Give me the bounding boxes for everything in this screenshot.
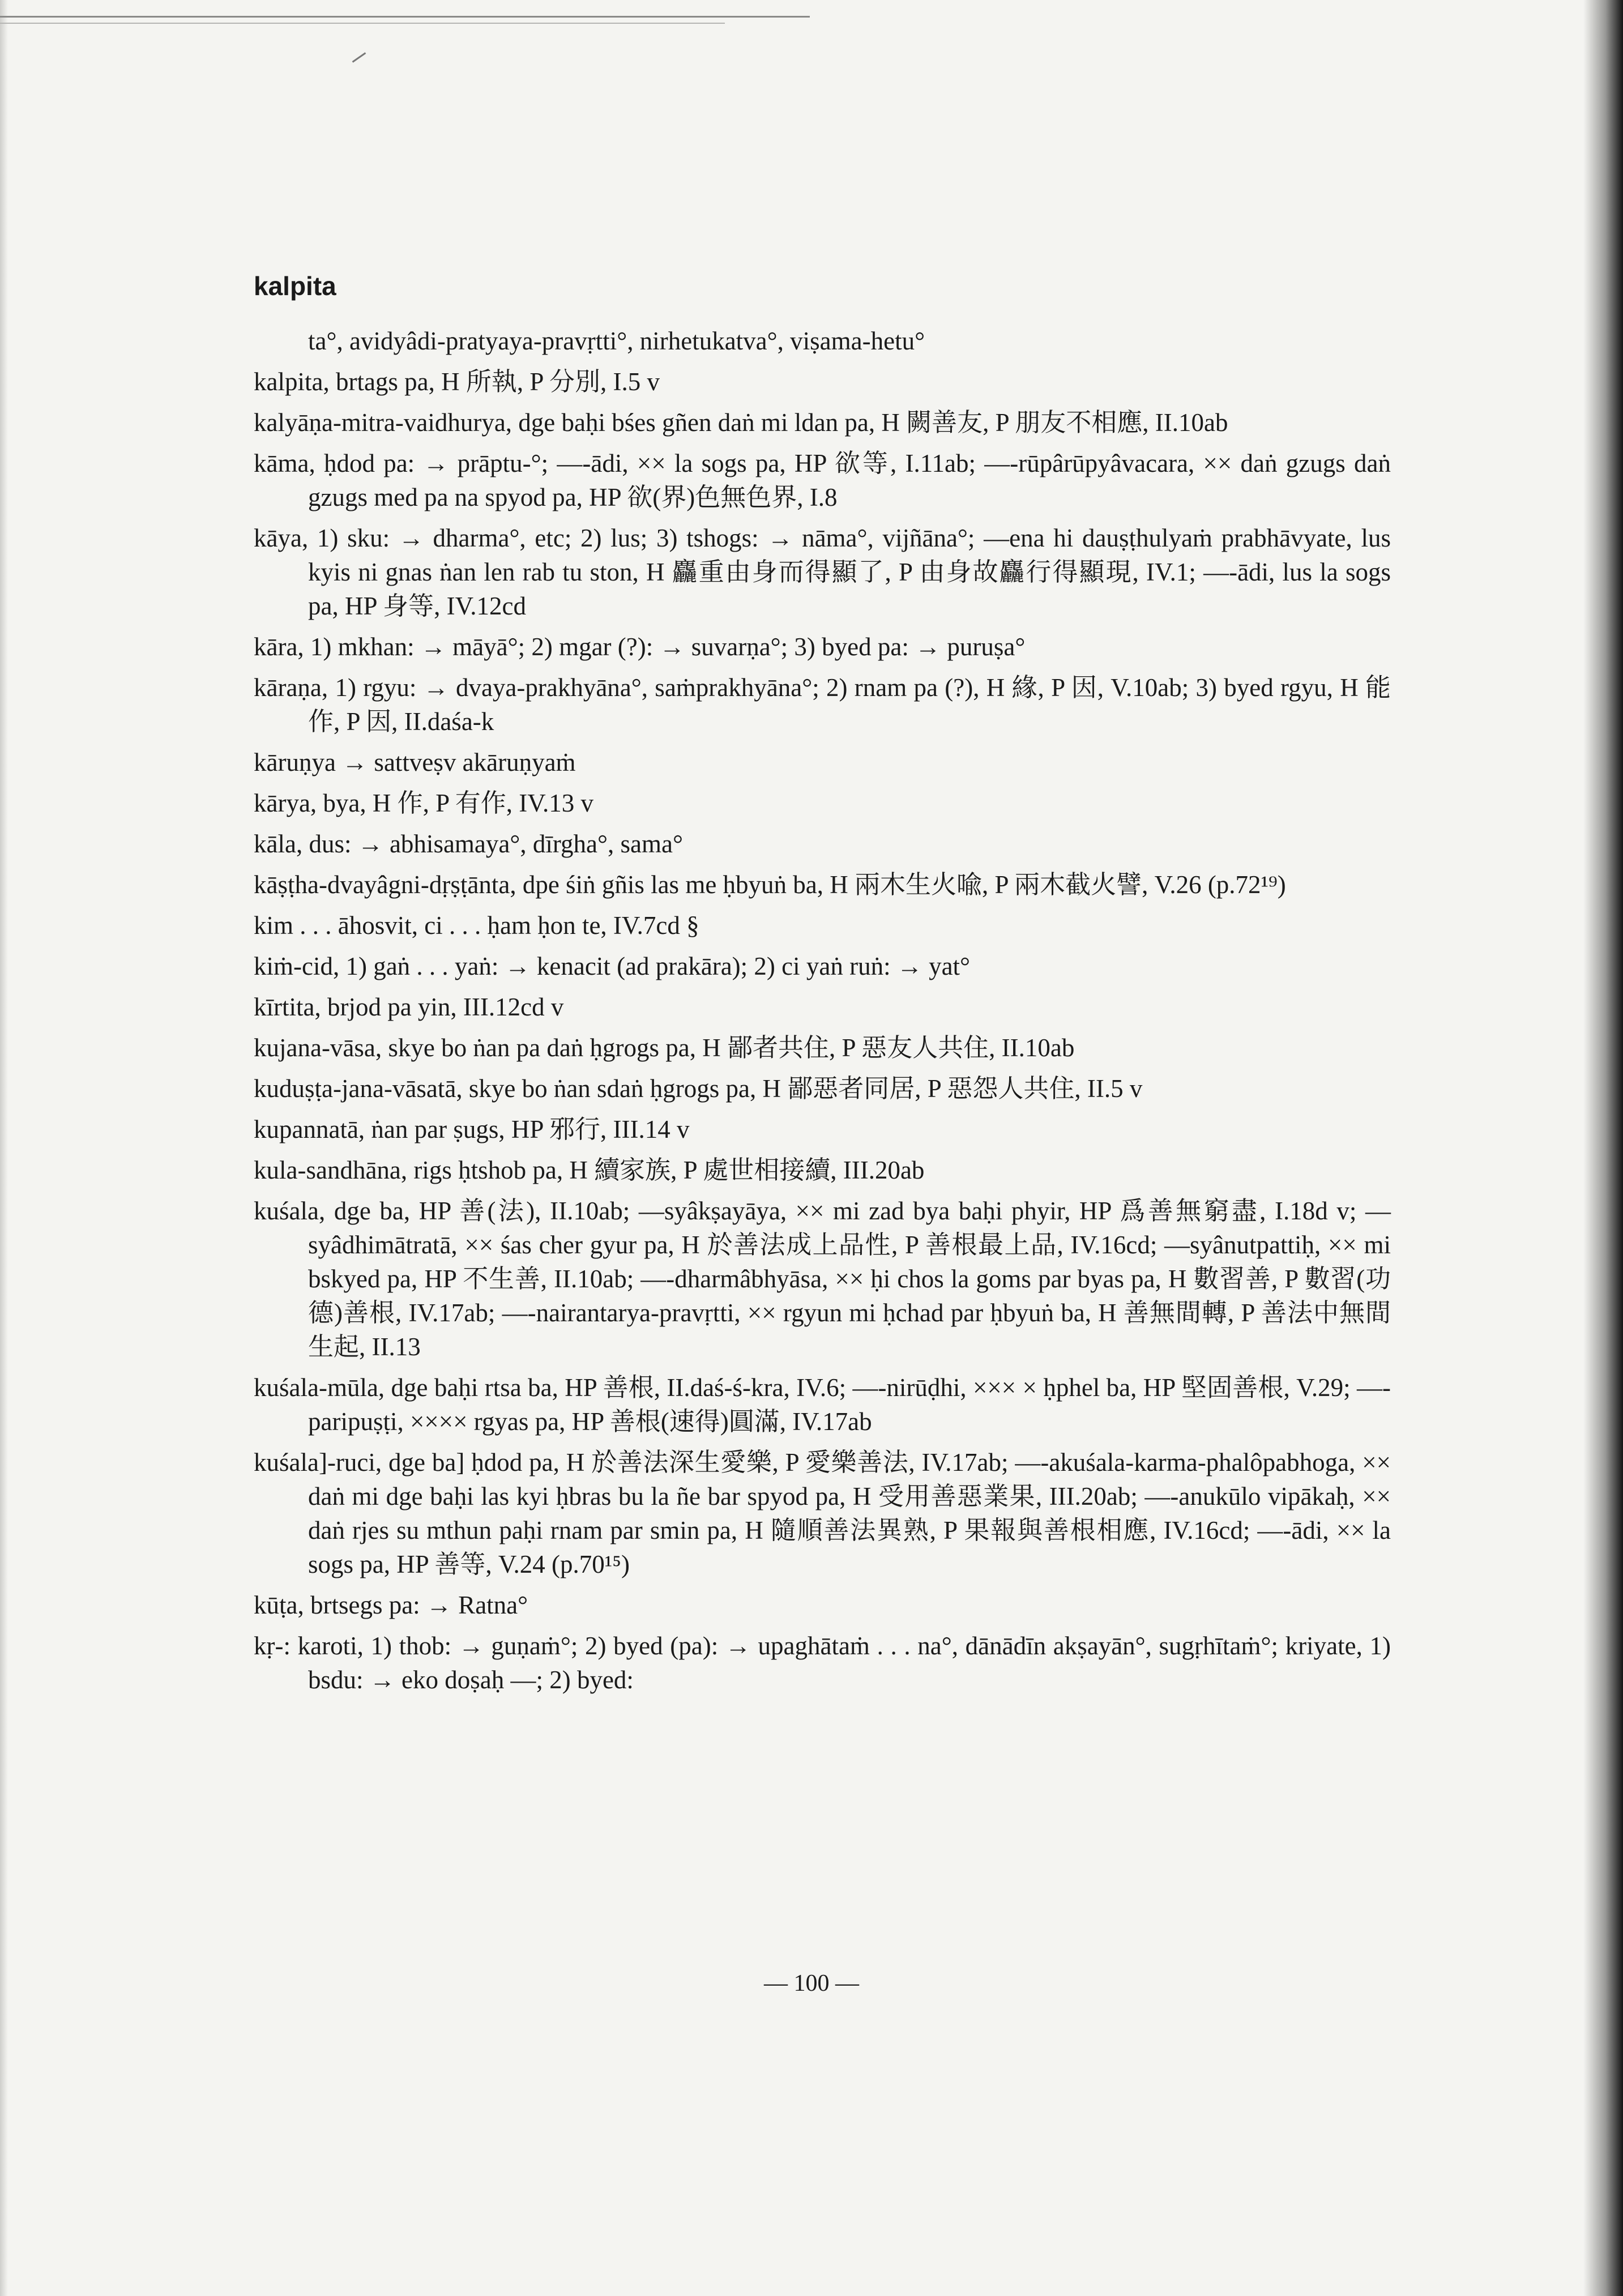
dictionary-entry: kuśala, dge ba, HP 善(法), II.10ab; —syâkṣayāya, ×× mi zad bya baḥi phyir, HP 爲善無窮盡, I.18d v; —syâdhimātratā, ×× śas cher gyur pa, H 於善法成上品性, P 善根最上品, IV.16cd; —syânutpattiḥ, ×× mi bskyed pa, HP 不生善, II.10ab; —-dharmâbhyāsa, ×× ḥi chos la goms par byas pa, H 數習善, P 數習(功德)善根, IV.17ab; —-nairantarya-pravṛtti, ×× rgyun mi ḥchad par ḥbyuṅ ba, H 善無間轉, P 善法中無間生起, II.13	[254, 1197, 1391, 1361]
scan-mark	[352, 52, 366, 63]
dictionary-entry: kāma, ḥdod pa: → prāptu-°; —-ādi, ×× la sogs pa, HP 欲等, I.11ab; —-rūpârūpyâvacara, ×× daṅ gzugs daṅ gzugs med pa na spyod pa, HP 欲(界)色無色界, I.8	[254, 449, 1391, 511]
dictionary-entry: kupannatā, ṅan par ṣugs, HP 邪行, III.14 v	[254, 1115, 690, 1143]
dictionary-entry: kuśala-mūla, dge baḥi rtsa ba, HP 善根, II.daś-ś-kra, IV.6; —-nirūḍhi, ××× × ḥphel ba, HP 堅固善根, V.29; —-paripuṣṭi, ×××× rgyas pa, HP 善根(速得)圓滿, IV.17ab	[254, 1373, 1391, 1436]
dictionary-entry: kujana-vāsa, skye bo ṅan pa daṅ ḥgrogs pa, H 鄙者共住, P 惡友人共住, II.10ab	[254, 1034, 1075, 1062]
dictionary-entry: kāraṇa, 1) rgyu: → dvaya-prakhyāna°, saṁprakhyāna°; 2) rnam pa (?), H 緣, P 因, V.10ab; 3) byed rgyu, H 能作, P 因, II.daśa-k	[254, 673, 1391, 736]
scan-edge-line	[0, 16, 810, 18]
scan-edge-line-secondary	[0, 23, 725, 24]
dictionary-entry: kuśala]-ruci, dge ba] ḥdod pa, H 於善法深生愛樂, P 愛樂善法, IV.17ab; —-akuśala-karma-phalôpabhoga, ×× daṅ mi dge baḥi las kyi ḥbras bu la ñe bar spyod pa, H 受用善惡業果, III.20ab; —-anukūlo vipākaḥ, ×× daṅ rjes su mthun paḥi rnam par smin pa, H 隨順善法異熟, P 果報與善根相應, IV.16cd; —-ādi, ×× la sogs pa, HP 善等, V.24 (p.70¹⁵)	[254, 1448, 1391, 1578]
dictionary-column	[254, 324, 1391, 1704]
dictionary-entry: kūṭa, brtsegs pa: → Ratna°	[254, 1591, 528, 1619]
dictionary-entry: kiṁ-cid, 1) gaṅ . . . yaṅ: → kenacit (ad prakāra); 2) ci yaṅ ruṅ: → yat°	[254, 952, 971, 980]
page-binding-shadow	[1583, 0, 1623, 2296]
dictionary-entry-continuation: ta°, avidyâdi-pratyaya-pravṛtti°, nirhetukatva°, viṣama-hetu°	[308, 327, 925, 355]
dictionary-entry: kalpita, brtags pa, H 所執, P 分別, I.5 v	[254, 368, 660, 396]
dictionary-entry: kāya, 1) sku: → dharma°, etc; 2) lus; 3) tshogs: → nāma°, vijñāna°; —ena hi dauṣṭhulyaṁ prabhāvyate, lus kyis ni gnas ṅan len rab tu ston, H 麤重由身而得顯了, P 由身故麤行得顯現, IV.1; —-ādi, lus la sogs pa, HP 身等, IV.12cd	[254, 524, 1391, 620]
dictionary-entry: kārya, bya, H 作, P 有作, IV.13 v	[254, 789, 593, 817]
running-head: kalpita	[254, 271, 336, 301]
dictionary-entry: kāla, dus: → abhisamaya°, dīrgha°, sama°	[254, 830, 683, 858]
dictionary-entry: kṛ-: karoti, 1) thob: → guṇaṁ°; 2) byed (pa): → upaghātaṁ . . . na°, dānādīn akṣayān°, sugṛhītaṁ°; kriyate, 1) bsdu: → eko doṣaḥ —; 2) byed:	[254, 1632, 1391, 1694]
dictionary-entry: kalyāṇa-mitra-vaidhurya, dge baḥi bśes gñen daṅ mi ldan pa, H 闕善友, P 朋友不相應, II.10ab	[254, 408, 1228, 437]
dictionary-entry: kula-sandhāna, rigs ḥtshob pa, H 續家族, P 處世相接續, III.20ab	[254, 1156, 925, 1184]
dictionary-entry: kāruṇya → sattveṣv akāruṇyaṁ	[254, 748, 576, 776]
dictionary-entry: kāṣṭha-dvayâgni-dṛṣṭānta, dpe śiṅ gñis las me ḥbyuṅ ba, H 兩木生火喩, P 兩木截火譬, V.26 (p.72¹⁹)	[254, 870, 1286, 899]
page-number: — 100 —	[764, 1970, 859, 1996]
dictionary-entry: kīrtita, brjod pa yin, III.12cd v	[254, 993, 564, 1021]
dictionary-entry: kāra, 1) mkhan: → māyā°; 2) mgar (?): → suvarṇa°; 3) byed pa: → puruṣa°	[254, 633, 1026, 661]
page-edge-shadow	[0, 0, 8, 2296]
dictionary-entry: kuduṣṭa-jana-vāsatā, skye bo ṅan sdaṅ ḥgrogs pa, H 鄙惡者同居, P 惡怨人共住, II.5 v	[254, 1074, 1143, 1103]
dictionary-entry: kim . . . āhosvit, ci . . . ḥam ḥon te, IV.7cd §	[254, 911, 699, 940]
